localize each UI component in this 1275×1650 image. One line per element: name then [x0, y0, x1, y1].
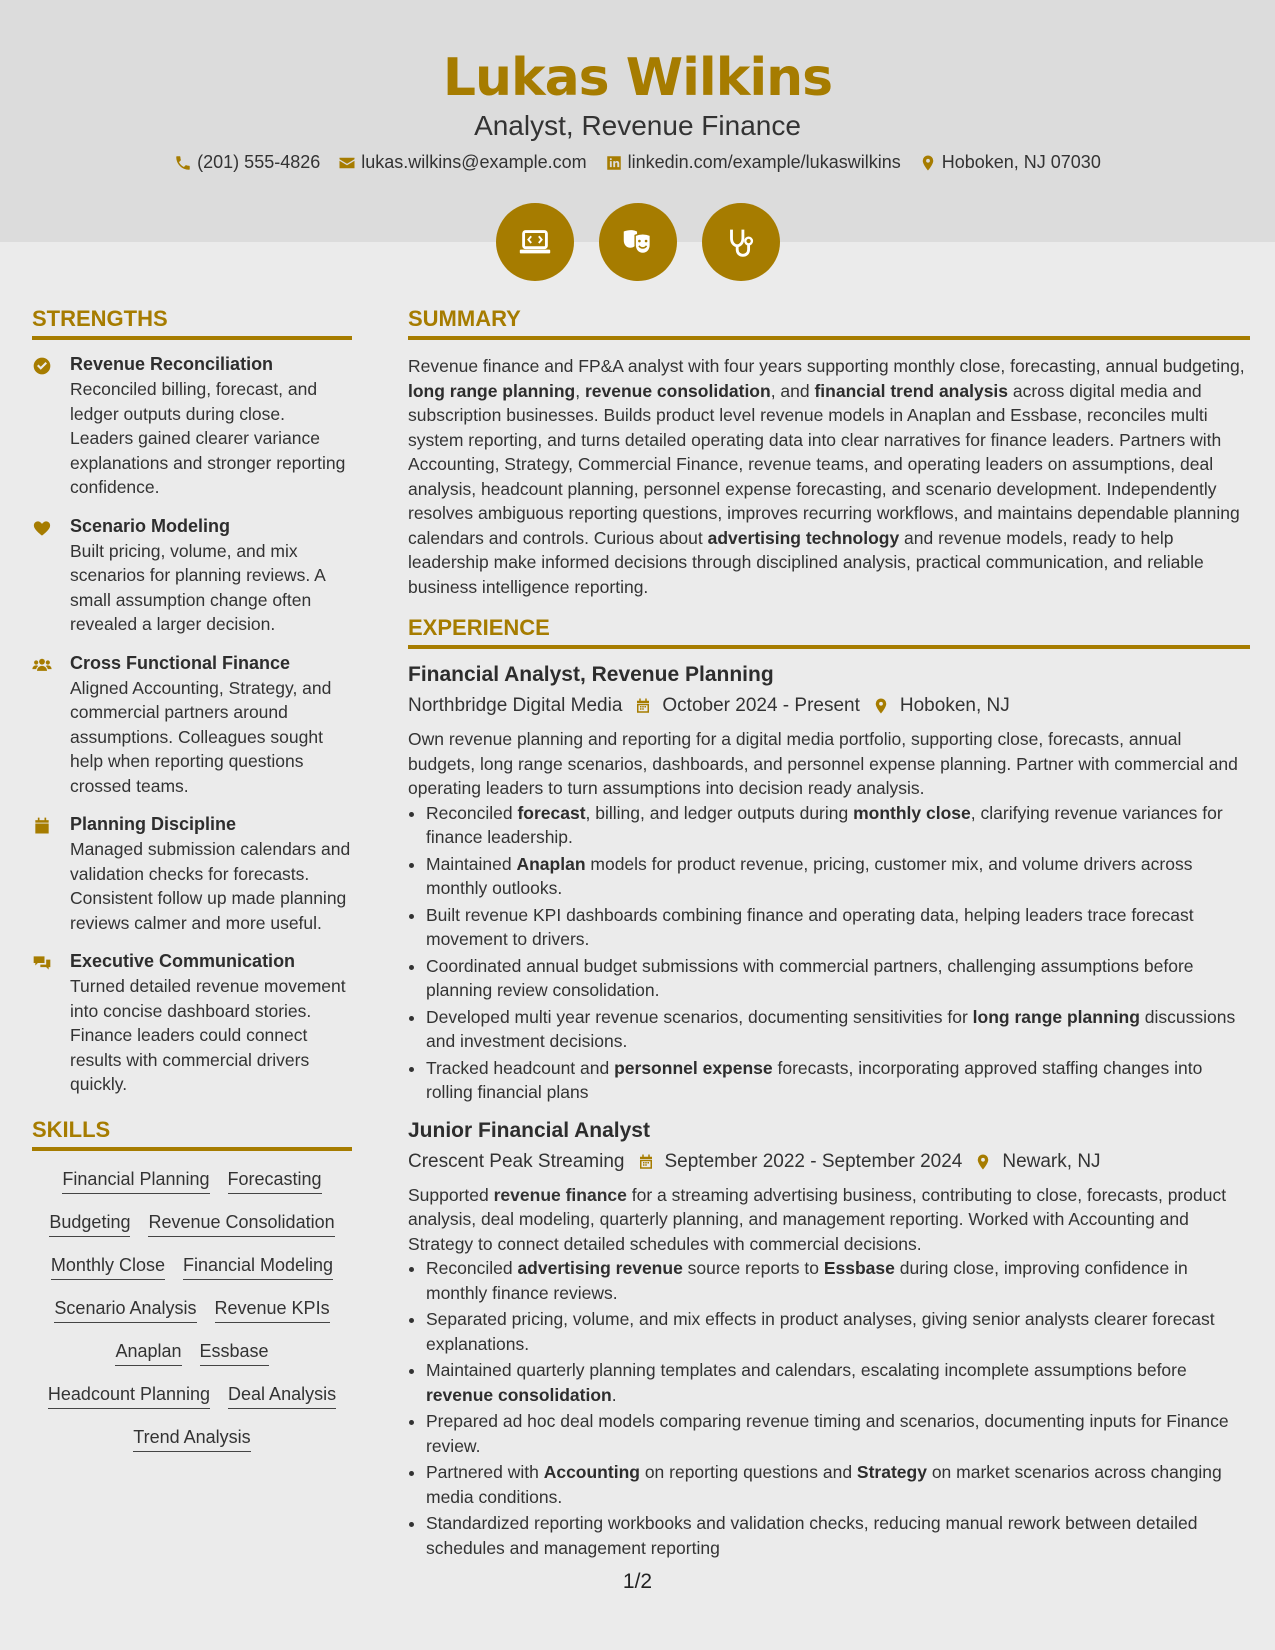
users-icon — [32, 653, 56, 799]
linkedin-icon — [605, 154, 623, 172]
location-text: Hoboken, NJ 07030 — [941, 152, 1101, 172]
map-marker-icon — [974, 1153, 992, 1171]
job-bullets — [408, 1256, 1250, 1560]
strength-description: Built pricing, volume, and mix scenarios for planning reviews. A small assumption change often revealed a larger decision. — [70, 540, 325, 634]
skills-list — [32, 1169, 352, 1452]
job-bullet: • Standardized reporting workbooks and validation checks, reducing manual rework between detailed schedules and management reporting — [426, 1511, 1250, 1560]
linkedin-text: linkedin.com/example/lukaswilkins — [627, 152, 901, 172]
job-company: Northbridge Digital Media — [408, 695, 623, 716]
email-text: lukas.wilkins@example.com — [361, 152, 587, 172]
contact-location — [919, 152, 1101, 173]
comments-icon — [32, 951, 56, 1097]
job-entry — [408, 663, 1250, 1105]
left-column — [32, 306, 352, 1452]
skill-tag: Scenario Analysis — [54, 1298, 196, 1323]
skill-tag: Revenue Consolidation — [148, 1212, 334, 1237]
phone-text: (201) 555-4826 — [197, 152, 321, 172]
job-location: Newark, NJ — [1002, 1150, 1101, 1172]
interest-icons — [0, 203, 1275, 281]
skill-tag: Deal Analysis — [228, 1384, 336, 1409]
strength-title: Revenue Reconciliation — [70, 354, 274, 374]
theater-masks-icon — [599, 203, 677, 281]
contact-email[interactable] — [338, 152, 586, 173]
strength-item — [32, 354, 352, 500]
strength-item — [32, 951, 352, 1097]
laptop-code-icon — [496, 203, 574, 281]
strength-description: Aligned Accounting, Strategy, and commercial partners around assumptions. Colleagues sought help when reporting questions crossed teams. — [70, 677, 332, 796]
map-marker-icon — [919, 154, 937, 172]
phone-icon — [174, 154, 192, 172]
job-title: Junior Financial Analyst — [408, 1118, 650, 1142]
job-title: Financial Analyst, Revenue Planning — [408, 663, 774, 686]
job-company: Crescent Peak Streaming — [408, 1150, 625, 1172]
contact-bar — [0, 152, 1275, 173]
strength-description: Turned detailed revenue movement into concise dashboard stories. Finance leaders could connect results with commercial drivers quickly. — [70, 976, 346, 1094]
job-dates: September 2022 - September 2024 — [664, 1150, 963, 1172]
candidate-name: Lukas Wilkins — [442, 48, 833, 108]
strength-item — [32, 516, 352, 637]
summary-text: Revenue finance and FP&A analyst with four years supporting monthly close, forecasting, annual budgeting, long range planning, revenue consolidation, and financial trend analysis across digital media and subscription businesses. Builds product level revenue models in Anaplan and Essbase, reconciles multi system reporting, and turns detailed operating data into clear narratives for finance leaders. Partners with Accounting, Strategy, Commercial Finance, revenue teams, and operating leaders on assumptions, deal analysis, headcount planning, personnel expense forecasting, and scenario development. Independently resolves ambiguous reporting questions, improves recurring workflows, and maintains dependable planning calendars and controls. Curious about advertising technology and revenue models, ready to help leadership make informed decisions through disciplined analysis, practical communication, and reliable business intelligence reporting. — [408, 356, 1245, 597]
job-entry — [408, 1119, 1250, 1561]
strength-title: Scenario Modeling — [70, 515, 231, 536]
strengths-heading: STRENGTHS — [32, 306, 352, 340]
summary-heading: SUMMARY — [408, 306, 1250, 340]
experience-heading: EXPERIENCE — [408, 615, 1250, 649]
heart-icon — [32, 516, 56, 637]
skill-tag: Trend Analysis — [133, 1427, 250, 1452]
job-bullets — [408, 801, 1250, 1105]
calendar-icon — [32, 814, 56, 935]
right-column — [408, 306, 1250, 1574]
job-bullet: • Partnered with Accounting on reporting questions and Strategy on market scenarios across changing media conditions. — [426, 1460, 1250, 1509]
job-bullet: • Reconciled advertising revenue source reports to Essbase during close, improving confidence in monthly finance reviews. — [426, 1256, 1250, 1305]
envelope-icon — [338, 154, 356, 172]
job-dates: October 2024 - Present — [662, 695, 860, 716]
job-bullet: • Prepared ad hoc deal models comparing revenue timing and scenarios, documenting inputs for Finance review. — [426, 1409, 1250, 1458]
skill-tag: Forecasting — [228, 1169, 322, 1194]
job-bullet: • Maintained Anaplan models for product revenue, pricing, customer mix, and volume drivers across monthly outlooks. — [426, 852, 1250, 901]
job-description: Supported revenue finance for a streaming advertising business, contributing to close, forecasts, product analysis, deal modeling, quarterly planning, and management reporting. Worked with Accounting and Strategy to connect detailed schedules with commercial decisions. — [408, 1184, 1227, 1254]
page-number: 1/2 — [622, 1570, 653, 1593]
strength-item — [32, 814, 352, 935]
skill-tag: Headcount Planning — [48, 1384, 210, 1409]
job-meta — [408, 1151, 1250, 1173]
job-bullet: • Tracked headcount and personnel expense forecasts, incorporating approved staffing changes into rolling financial plans — [426, 1056, 1250, 1105]
skill-tag: Monthly Close — [51, 1255, 165, 1280]
job-description: Own revenue planning and reporting for a digital media portfolio, supporting close, forecasts, annual budgets, long range scenarios, dashboards, and personnel expense planning. Partner with commercial and operating leaders to turn assumptions into decision ready analysis. — [408, 729, 1238, 798]
strength-title: Executive Communication — [70, 951, 296, 971]
skill-tag: Financial Modeling — [183, 1255, 333, 1280]
skill-tag: Financial Planning — [62, 1169, 209, 1194]
skill-tag: Essbase — [200, 1341, 269, 1366]
job-bullet: • Coordinated annual budget submissions with commercial partners, challenging assumptions before planning review consolidation. — [426, 954, 1250, 1003]
contact-phone[interactable] — [174, 152, 320, 173]
skills-heading: SKILLS — [32, 1117, 352, 1151]
strength-item — [32, 653, 352, 799]
strengths-list — [32, 354, 352, 1097]
job-meta — [408, 695, 1250, 717]
job-bullet: • Developed multi year revenue scenarios, documenting sensitivities for long range planning discussions and investment decisions. — [426, 1005, 1250, 1054]
strength-description: Reconciled billing, forecast, and ledger outputs during close. Leaders gained clearer variance explanations and stronger reporting confidence. — [70, 379, 346, 497]
job-bullet: • Separated pricing, volume, and mix effects in product analyses, giving senior analysts clearer forecast explanations. — [426, 1307, 1250, 1356]
calendar-icon — [634, 697, 652, 715]
strength-title: Planning Discipline — [70, 814, 237, 834]
map-marker-icon — [872, 697, 890, 715]
candidate-title: Analyst, Revenue Finance — [474, 110, 801, 141]
skill-tag: Revenue KPIs — [215, 1298, 330, 1323]
check-circle-icon — [32, 354, 56, 500]
skill-tag: Budgeting — [49, 1212, 130, 1237]
stethoscope-icon — [702, 203, 780, 281]
job-bullet: • Maintained quarterly planning templates and calendars, escalating incomplete assumptions before revenue consolidation. — [426, 1358, 1250, 1407]
contact-linkedin[interactable] — [605, 152, 901, 173]
calendar-icon — [637, 1153, 655, 1171]
job-location: Hoboken, NJ — [899, 695, 1010, 716]
job-bullet: • Reconciled forecast, billing, and ledger outputs during monthly close, clarifying revenue variances for finance leadership. — [426, 801, 1250, 850]
experience-list — [408, 663, 1250, 1560]
header — [0, 0, 1275, 242]
strength-description: Managed submission calendars and validation checks for forecasts. Consistent follow up made planning reviews calmer and more useful. — [70, 839, 351, 933]
strength-title: Cross Functional Finance — [70, 652, 291, 673]
job-bullet: • Built revenue KPI dashboards combining finance and operating data, helping leaders trace forecast movement to drivers. — [426, 903, 1250, 952]
skill-tag: Anaplan — [115, 1341, 181, 1366]
